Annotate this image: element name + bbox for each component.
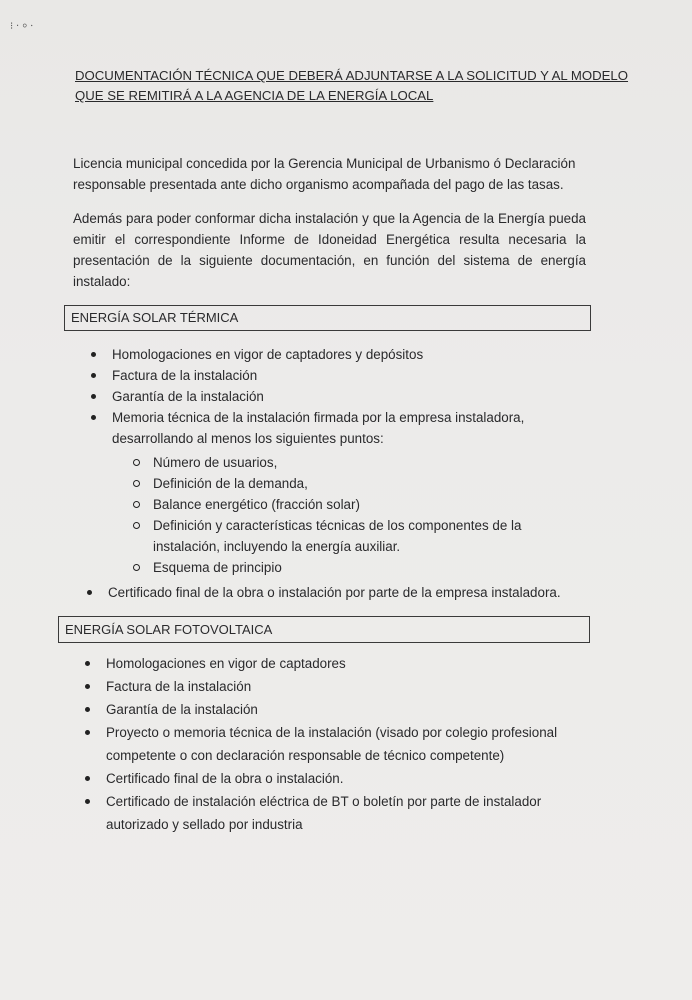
circle-bullet-icon [133, 501, 140, 508]
document-title [75, 66, 629, 106]
bullet-icon [85, 684, 90, 689]
list-item: Certificado final de la obra o instalación por parte de la empresa instaladora. [108, 582, 561, 603]
list-item: Factura de la instalación [112, 365, 524, 386]
sublist-item: Definición y características técnicas de los componentes de la [153, 515, 521, 536]
intro-paragraph [73, 153, 593, 195]
list-item: Factura de la instalación [106, 676, 557, 697]
solar-thermal-final-list [108, 582, 561, 603]
bullet-icon [91, 352, 96, 357]
sublist-item-continuation: instalación, incluyendo la energía auxiliar. [153, 539, 401, 554]
list-item: Garantía de la instalación [106, 699, 557, 720]
intro-line-2: responsable presentada ante dicho organismo acompañada del pago de las tasas. [73, 177, 564, 192]
bullet-icon [85, 661, 90, 666]
intro-line-1: Licencia municipal concedida por la Gerencia Municipal de Urbanismo ó Declaración [73, 156, 576, 171]
bullet-icon [85, 730, 90, 735]
sublist-item: Esquema de principio [153, 557, 521, 578]
bullet-icon [85, 799, 90, 804]
bullet-icon [91, 373, 96, 378]
section-heading-photovoltaic: ENERGÍA SOLAR FOTOVOLTAICA [58, 616, 590, 643]
sublist-item: Número de usuarios, [153, 452, 521, 473]
list-item: Homologaciones en vigor de captadores y depósitos [112, 344, 524, 365]
title-line-2: QUE SE REMITIRÁ A LA AGENCIA DE LA ENERGÍA LOCAL [75, 88, 434, 103]
requirements-line-4: instalado: [73, 274, 131, 289]
bullet-icon [91, 415, 96, 420]
circle-bullet-icon [133, 564, 140, 571]
bullet-icon [87, 590, 92, 595]
bullet-icon [85, 776, 90, 781]
bullet-icon [91, 394, 96, 399]
bullet-icon [85, 707, 90, 712]
solar-thermal-sublist [153, 452, 521, 578]
list-item: Certificado de instalación eléctrica de BT o boletín por parte de instalador [106, 791, 557, 812]
requirements-line-2: emitir el correspondiente Informe de Idoneidad Energética resulta necesaria la [73, 232, 586, 247]
photovoltaic-list [106, 653, 557, 837]
list-item: Homologaciones en vigor de captadores [106, 653, 557, 674]
list-item-continuation: competente o con declaración responsable de técnico competente) [106, 748, 505, 763]
list-item: Garantía de la instalación [112, 386, 524, 407]
list-item: Certificado final de la obra o instalación. [106, 768, 557, 789]
list-item: Proyecto o memoria técnica de la instalación (visado por colegio profesional [106, 722, 557, 743]
circle-bullet-icon [133, 522, 140, 529]
list-item-continuation: desarrollando al menos los siguientes puntos: [112, 431, 384, 446]
circle-bullet-icon [133, 480, 140, 487]
corner-smudge-mark: ⁝ ‧ ⸰ ⸱ [10, 21, 34, 32]
requirements-line-3: presentación de la siguiente documentación, en función del sistema de energía [73, 253, 586, 268]
circle-bullet-icon [133, 459, 140, 466]
list-item-continuation: autorizado y sellado por industria [106, 817, 303, 832]
sublist-item: Definición de la demanda, [153, 473, 521, 494]
title-line-1: DOCUMENTACIÓN TÉCNICA QUE DEBERÁ ADJUNTARSE A LA SOLICITUD Y AL MODELO [75, 68, 629, 83]
requirements-line-1: Además para poder conformar dicha instalación y que la Agencia de la Energía pueda [73, 211, 586, 226]
sublist-item: Balance energético (fracción solar) [153, 494, 521, 515]
solar-thermal-list [112, 344, 524, 449]
list-item: Memoria técnica de la instalación firmada por la empresa instaladora, [112, 407, 524, 428]
requirements-paragraph [73, 208, 586, 292]
section-heading-solar-thermal: ENERGÍA SOLAR TÉRMICA [64, 305, 591, 331]
